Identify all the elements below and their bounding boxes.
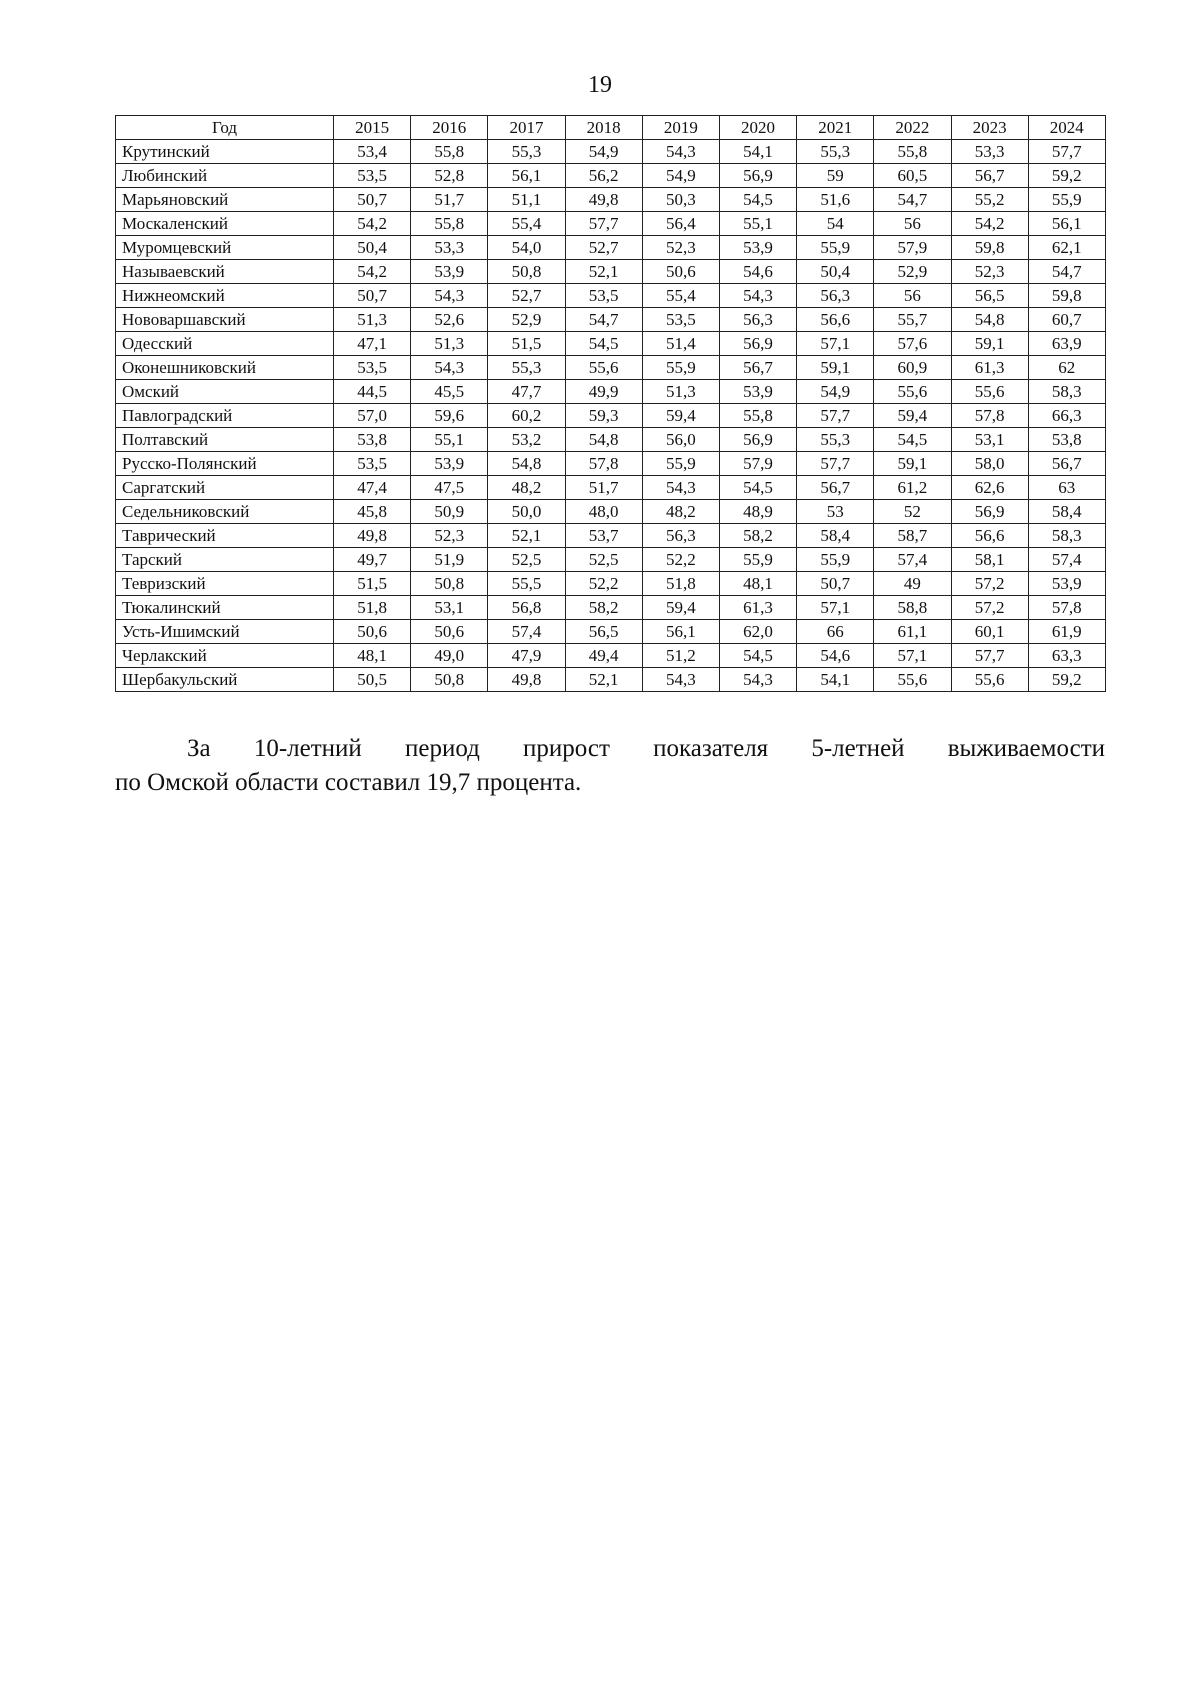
value-cell: 51,6 (797, 188, 874, 212)
value-cell: 56,5 (951, 284, 1028, 308)
value-cell: 49,8 (334, 524, 411, 548)
value-cell: 48,2 (488, 476, 565, 500)
header-cell-year: 2017 (488, 116, 565, 140)
value-cell: 57,1 (797, 332, 874, 356)
header-cell-year: 2019 (642, 116, 719, 140)
value-cell: 50,7 (334, 284, 411, 308)
value-cell: 54,2 (334, 260, 411, 284)
value-cell: 49,4 (565, 644, 642, 668)
value-cell: 55,8 (411, 140, 488, 164)
value-cell: 53,8 (334, 428, 411, 452)
value-cell: 52,7 (488, 284, 565, 308)
value-cell: 56,6 (797, 308, 874, 332)
value-cell: 54,8 (488, 452, 565, 476)
value-cell: 57,7 (565, 212, 642, 236)
value-cell: 54,3 (642, 476, 719, 500)
value-cell: 59,4 (874, 404, 951, 428)
value-cell: 52,3 (951, 260, 1028, 284)
value-cell: 54,2 (334, 212, 411, 236)
value-cell: 55,7 (874, 308, 951, 332)
value-cell: 61,1 (874, 620, 951, 644)
value-cell: 53,8 (1028, 428, 1105, 452)
value-cell: 55,2 (951, 188, 1028, 212)
value-cell: 58,1 (951, 548, 1028, 572)
value-cell: 57,0 (334, 404, 411, 428)
table-row (116, 260, 1106, 284)
value-cell: 59,4 (642, 596, 719, 620)
header-cell-year: 2015 (334, 116, 411, 140)
value-cell: 55,9 (642, 356, 719, 380)
value-cell: 62,6 (951, 476, 1028, 500)
value-cell: 52,2 (642, 548, 719, 572)
value-cell: 47,7 (488, 380, 565, 404)
value-cell: 55,3 (488, 356, 565, 380)
table-row (116, 524, 1106, 548)
value-cell: 59,2 (1028, 164, 1105, 188)
value-cell: 57,7 (797, 452, 874, 476)
value-cell: 54,5 (719, 644, 796, 668)
value-cell: 45,8 (334, 500, 411, 524)
value-cell: 55,5 (488, 572, 565, 596)
value-cell: 52,3 (642, 236, 719, 260)
value-cell: 50,9 (411, 500, 488, 524)
value-cell: 56,1 (1028, 212, 1105, 236)
value-cell: 53,5 (642, 308, 719, 332)
value-cell: 52,1 (565, 260, 642, 284)
district-name: Нововаршавский (116, 308, 334, 332)
value-cell: 52,9 (874, 260, 951, 284)
table-row (116, 380, 1106, 404)
value-cell: 56,9 (951, 500, 1028, 524)
table-header (116, 116, 1106, 140)
value-cell: 51,3 (334, 308, 411, 332)
value-cell: 57,4 (488, 620, 565, 644)
value-cell: 63 (1028, 476, 1105, 500)
value-cell: 55,1 (719, 212, 796, 236)
survival-table (115, 115, 1106, 692)
table-row (116, 140, 1106, 164)
value-cell: 49 (874, 572, 951, 596)
value-cell: 51,1 (488, 188, 565, 212)
value-cell: 59,3 (565, 404, 642, 428)
value-cell: 56,7 (951, 164, 1028, 188)
summary-line-2: по Омской области составил 19,7 процента. (115, 769, 582, 796)
value-cell: 55,3 (797, 428, 874, 452)
value-cell: 56,5 (565, 620, 642, 644)
table-row (116, 668, 1106, 692)
value-cell: 57,8 (951, 404, 1028, 428)
value-cell: 51,7 (411, 188, 488, 212)
value-cell: 56,2 (565, 164, 642, 188)
value-cell: 55,9 (797, 548, 874, 572)
value-cell: 51,8 (642, 572, 719, 596)
district-name: Павлоградский (116, 404, 334, 428)
value-cell: 56,3 (642, 524, 719, 548)
value-cell: 57,4 (1028, 548, 1105, 572)
value-cell: 59,2 (1028, 668, 1105, 692)
value-cell: 54,1 (797, 668, 874, 692)
value-cell: 57,8 (1028, 596, 1105, 620)
value-cell: 52,7 (565, 236, 642, 260)
value-cell: 55,9 (1028, 188, 1105, 212)
value-cell: 55,6 (874, 380, 951, 404)
value-cell: 54,0 (488, 236, 565, 260)
value-cell: 54,7 (874, 188, 951, 212)
table-row (116, 548, 1106, 572)
value-cell: 53,5 (334, 164, 411, 188)
value-cell: 45,5 (411, 380, 488, 404)
value-cell: 61,9 (1028, 620, 1105, 644)
value-cell: 50,6 (411, 620, 488, 644)
table-row (116, 284, 1106, 308)
value-cell: 59,8 (1028, 284, 1105, 308)
value-cell: 66,3 (1028, 404, 1105, 428)
value-cell: 52 (874, 500, 951, 524)
value-cell: 54,1 (719, 140, 796, 164)
value-cell: 44,5 (334, 380, 411, 404)
value-cell: 62,1 (1028, 236, 1105, 260)
value-cell: 54,5 (719, 476, 796, 500)
value-cell: 59,6 (411, 404, 488, 428)
table-row (116, 476, 1106, 500)
value-cell: 56 (874, 284, 951, 308)
value-cell: 57,8 (565, 452, 642, 476)
value-cell: 54,3 (719, 668, 796, 692)
value-cell: 50,8 (411, 668, 488, 692)
district-name: Тевризский (116, 572, 334, 596)
table-row (116, 572, 1106, 596)
district-name: Полтавский (116, 428, 334, 452)
value-cell: 58,4 (1028, 500, 1105, 524)
value-cell: 54,5 (719, 188, 796, 212)
value-cell: 53,9 (411, 260, 488, 284)
value-cell: 55,9 (719, 548, 796, 572)
value-cell: 55,9 (797, 236, 874, 260)
summary-paragraph (115, 732, 1105, 800)
value-cell: 50,0 (488, 500, 565, 524)
district-name: Одесский (116, 332, 334, 356)
value-cell: 50,6 (642, 260, 719, 284)
value-cell: 54,5 (565, 332, 642, 356)
value-cell: 59,1 (951, 332, 1028, 356)
district-name: Тарский (116, 548, 334, 572)
value-cell: 53 (797, 500, 874, 524)
value-cell: 53,9 (719, 236, 796, 260)
value-cell: 49,8 (565, 188, 642, 212)
table-row (116, 500, 1106, 524)
value-cell: 51,7 (565, 476, 642, 500)
value-cell: 50,4 (797, 260, 874, 284)
value-cell: 54,6 (719, 260, 796, 284)
value-cell: 58,3 (1028, 380, 1105, 404)
value-cell: 58,2 (565, 596, 642, 620)
district-name: Саргатский (116, 476, 334, 500)
value-cell: 50,3 (642, 188, 719, 212)
value-cell: 54,9 (565, 140, 642, 164)
value-cell: 55,6 (874, 668, 951, 692)
page-number: 19 (588, 72, 612, 98)
value-cell: 60,1 (951, 620, 1028, 644)
value-cell: 58,4 (797, 524, 874, 548)
header-cell-year: 2024 (1028, 116, 1105, 140)
table-row (116, 332, 1106, 356)
value-cell: 55,4 (488, 212, 565, 236)
value-cell: 51,9 (411, 548, 488, 572)
value-cell: 50,7 (334, 188, 411, 212)
value-cell: 52,1 (488, 524, 565, 548)
table-row (116, 356, 1106, 380)
value-cell: 57,1 (797, 596, 874, 620)
value-cell: 56,6 (951, 524, 1028, 548)
district-name: Черлакский (116, 644, 334, 668)
value-cell: 53,5 (334, 356, 411, 380)
table-header-row (116, 116, 1106, 140)
value-cell: 58,8 (874, 596, 951, 620)
value-cell: 53,5 (334, 452, 411, 476)
value-cell: 48,0 (565, 500, 642, 524)
value-cell: 54,8 (565, 428, 642, 452)
table-row (116, 188, 1106, 212)
district-name: Русско-Полянский (116, 452, 334, 476)
value-cell: 51,3 (642, 380, 719, 404)
value-cell: 61,3 (719, 596, 796, 620)
value-cell: 57,7 (797, 404, 874, 428)
table-body (116, 140, 1106, 692)
district-name: Муромцевский (116, 236, 334, 260)
value-cell: 48,1 (334, 644, 411, 668)
value-cell: 55,1 (411, 428, 488, 452)
value-cell: 61,2 (874, 476, 951, 500)
district-name: Тюкалинский (116, 596, 334, 620)
table-row (116, 596, 1106, 620)
value-cell: 51,8 (334, 596, 411, 620)
value-cell: 54,7 (1028, 260, 1105, 284)
value-cell: 47,9 (488, 644, 565, 668)
value-cell: 54,6 (797, 644, 874, 668)
value-cell: 62 (1028, 356, 1105, 380)
value-cell: 50,6 (334, 620, 411, 644)
value-cell: 53,2 (488, 428, 565, 452)
value-cell: 61,3 (951, 356, 1028, 380)
header-cell-year: 2022 (874, 116, 951, 140)
value-cell: 63,3 (1028, 644, 1105, 668)
value-cell: 53,7 (565, 524, 642, 548)
header-cell-year: 2016 (411, 116, 488, 140)
header-cell-year: 2021 (797, 116, 874, 140)
value-cell: 56,3 (797, 284, 874, 308)
value-cell: 57,2 (951, 572, 1028, 596)
value-cell: 55,8 (411, 212, 488, 236)
value-cell: 57,6 (874, 332, 951, 356)
value-cell: 54,3 (642, 668, 719, 692)
value-cell: 60,2 (488, 404, 565, 428)
value-cell: 56,8 (488, 596, 565, 620)
value-cell: 55,8 (719, 404, 796, 428)
district-name: Седельниковский (116, 500, 334, 524)
value-cell: 53,1 (411, 596, 488, 620)
value-cell: 55,9 (642, 452, 719, 476)
value-cell: 56,1 (642, 620, 719, 644)
value-cell: 54,3 (411, 284, 488, 308)
value-cell: 58,0 (951, 452, 1028, 476)
value-cell: 58,2 (719, 524, 796, 548)
table-row (116, 308, 1106, 332)
value-cell: 54,9 (797, 380, 874, 404)
district-name: Нижнеомский (116, 284, 334, 308)
value-cell: 48,2 (642, 500, 719, 524)
value-cell: 56,9 (719, 428, 796, 452)
value-cell: 54,7 (565, 308, 642, 332)
value-cell: 57,7 (951, 644, 1028, 668)
header-cell-year: 2018 (565, 116, 642, 140)
value-cell: 57,9 (874, 236, 951, 260)
value-cell: 54,2 (951, 212, 1028, 236)
district-name: Марьяновский (116, 188, 334, 212)
value-cell: 47,5 (411, 476, 488, 500)
district-name: Любинский (116, 164, 334, 188)
value-cell: 52,5 (488, 548, 565, 572)
value-cell: 58,7 (874, 524, 951, 548)
header-cell-year-label: Год (116, 116, 334, 140)
value-cell: 59,1 (797, 356, 874, 380)
value-cell: 48,9 (719, 500, 796, 524)
value-cell: 53,4 (334, 140, 411, 164)
value-cell: 59,4 (642, 404, 719, 428)
value-cell: 52,5 (565, 548, 642, 572)
value-cell: 53,9 (1028, 572, 1105, 596)
value-cell: 56,4 (642, 212, 719, 236)
district-name: Москаленский (116, 212, 334, 236)
value-cell: 54,3 (411, 356, 488, 380)
value-cell: 52,6 (411, 308, 488, 332)
value-cell: 56 (874, 212, 951, 236)
value-cell: 53,9 (719, 380, 796, 404)
district-name: Шербакульский (116, 668, 334, 692)
table-row (116, 236, 1106, 260)
header-cell-year: 2023 (951, 116, 1028, 140)
value-cell: 54,3 (719, 284, 796, 308)
value-cell: 50,5 (334, 668, 411, 692)
value-cell: 55,6 (951, 380, 1028, 404)
value-cell: 54,3 (642, 140, 719, 164)
value-cell: 53,3 (951, 140, 1028, 164)
district-name: Омский (116, 380, 334, 404)
value-cell: 51,3 (411, 332, 488, 356)
table-row (116, 212, 1106, 236)
value-cell: 57,2 (951, 596, 1028, 620)
value-cell: 47,4 (334, 476, 411, 500)
value-cell: 51,5 (488, 332, 565, 356)
district-name: Усть-Ишимский (116, 620, 334, 644)
table-row (116, 644, 1106, 668)
value-cell: 57,7 (1028, 140, 1105, 164)
table-row (116, 452, 1106, 476)
value-cell: 57,4 (874, 548, 951, 572)
value-cell: 55,8 (874, 140, 951, 164)
value-cell: 63,9 (1028, 332, 1105, 356)
value-cell: 49,0 (411, 644, 488, 668)
district-name: Таврический (116, 524, 334, 548)
value-cell: 56,9 (719, 332, 796, 356)
value-cell: 50,8 (488, 260, 565, 284)
value-cell: 55,6 (951, 668, 1028, 692)
value-cell: 53,5 (565, 284, 642, 308)
value-cell: 57,9 (719, 452, 796, 476)
value-cell: 55,3 (488, 140, 565, 164)
district-name: Крутинский (116, 140, 334, 164)
value-cell: 52,2 (565, 572, 642, 596)
value-cell: 51,5 (334, 572, 411, 596)
value-cell: 52,1 (565, 668, 642, 692)
value-cell: 60,7 (1028, 308, 1105, 332)
district-name: Называевский (116, 260, 334, 284)
value-cell: 59,1 (874, 452, 951, 476)
value-cell: 56,0 (642, 428, 719, 452)
value-cell: 55,4 (642, 284, 719, 308)
value-cell: 47,1 (334, 332, 411, 356)
value-cell: 57,1 (874, 644, 951, 668)
value-cell: 59,8 (951, 236, 1028, 260)
value-cell: 56,9 (719, 164, 796, 188)
value-cell: 54,8 (951, 308, 1028, 332)
value-cell: 51,4 (642, 332, 719, 356)
value-cell: 55,6 (565, 356, 642, 380)
value-cell: 51,2 (642, 644, 719, 668)
value-cell: 60,5 (874, 164, 951, 188)
value-cell: 58,3 (1028, 524, 1105, 548)
value-cell: 56,3 (719, 308, 796, 332)
value-cell: 52,3 (411, 524, 488, 548)
value-cell: 56,7 (797, 476, 874, 500)
table-row (116, 164, 1106, 188)
table-row (116, 404, 1106, 428)
value-cell: 49,7 (334, 548, 411, 572)
value-cell: 60,9 (874, 356, 951, 380)
value-cell: 53,1 (951, 428, 1028, 452)
value-cell: 54,9 (642, 164, 719, 188)
value-cell: 52,9 (488, 308, 565, 332)
value-cell: 54 (797, 212, 874, 236)
value-cell: 49,9 (565, 380, 642, 404)
value-cell: 56,7 (1028, 452, 1105, 476)
value-cell: 62,0 (719, 620, 796, 644)
table-row (116, 620, 1106, 644)
value-cell: 54,5 (874, 428, 951, 452)
district-name: Оконешниковский (116, 356, 334, 380)
value-cell: 48,1 (719, 572, 796, 596)
summary-line-1: За 10-летний период прирост показателя 5-летней выживаемости (187, 735, 1105, 762)
table-row (116, 428, 1106, 452)
value-cell: 59 (797, 164, 874, 188)
value-cell: 56,7 (719, 356, 796, 380)
value-cell: 56,1 (488, 164, 565, 188)
value-cell: 66 (797, 620, 874, 644)
value-cell: 50,7 (797, 572, 874, 596)
header-cell-year: 2020 (719, 116, 796, 140)
value-cell: 55,3 (797, 140, 874, 164)
value-cell: 53,3 (411, 236, 488, 260)
value-cell: 53,9 (411, 452, 488, 476)
value-cell: 50,8 (411, 572, 488, 596)
value-cell: 52,8 (411, 164, 488, 188)
value-cell: 50,4 (334, 236, 411, 260)
value-cell: 49,8 (488, 668, 565, 692)
